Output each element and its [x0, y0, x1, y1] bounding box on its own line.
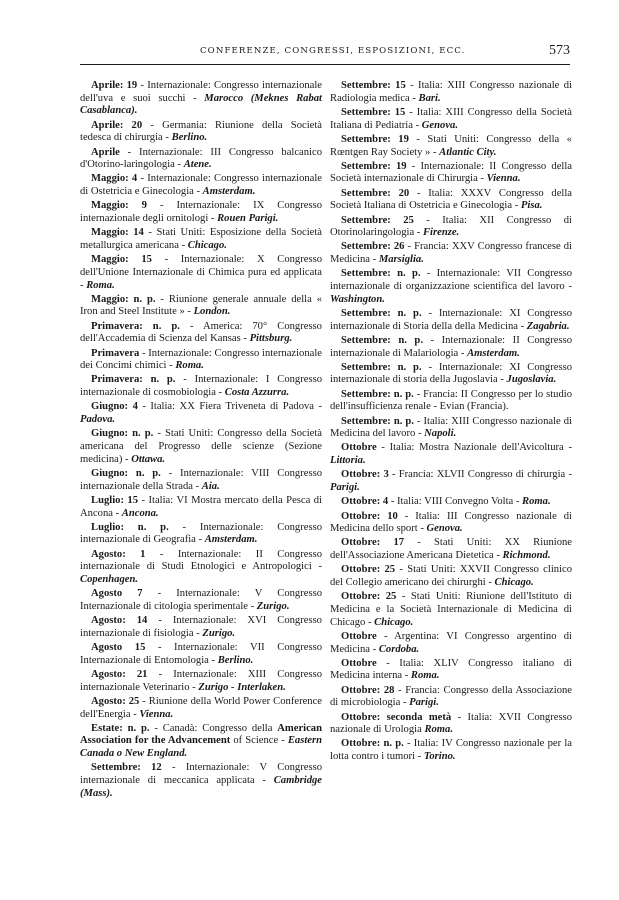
- entry-date: Settembre: 15: [341, 106, 406, 118]
- entry-description: - Internazionale: XVI Congresso internazionale di fisiologia -: [80, 615, 322, 639]
- calendar-entry: [330, 389, 572, 414]
- entry-date: Maggio: n. p.: [91, 293, 156, 305]
- entry-location: Cordoba.: [378, 643, 420, 655]
- entry-date: Settembre: n. p.: [341, 388, 414, 400]
- entry-description: - Internazionale: XIII Congresso internazionale Veterinario -: [80, 668, 322, 693]
- entry-location: Bari.: [418, 92, 441, 104]
- calendar-entry: [330, 537, 572, 562]
- entry-description: - Stati Uniti: Congresso della « Rœntgen Ray Society » -: [330, 133, 572, 158]
- entry-location: Roma.: [424, 724, 453, 736]
- entry-location: Pittsburg.: [249, 333, 293, 345]
- calendar-entry: [330, 685, 572, 710]
- calendar-entry: [330, 215, 572, 240]
- entry-description: - Stati Uniti: XXVII Congresso clinico del Collegio americano dei chirurghi -: [330, 564, 572, 589]
- entry-location: Pisa.: [520, 200, 543, 212]
- entry-date: Settembre: n. p.: [341, 307, 422, 319]
- entry-location: Zurigo.: [202, 627, 236, 639]
- entry-location: Cambridge (Mass).: [80, 775, 322, 799]
- calendar-entry: [330, 362, 572, 387]
- entry-description: - Francia: Congresso della Associazione di microbiologia -: [330, 684, 573, 709]
- calendar-entry: [330, 442, 572, 467]
- entry-description: - Internazionale: Congresso internazionale dell'uva e suoi succhi -: [80, 80, 323, 104]
- calendar-entry: [330, 469, 572, 494]
- entry-location: Parigi.: [330, 482, 360, 494]
- calendar-entry: [330, 416, 572, 441]
- entry-date: Settembre: 19: [341, 160, 407, 172]
- entry-location: Amsterdam.: [467, 347, 520, 359]
- entry-date: Estate: n. p.: [91, 722, 150, 734]
- calendar-entry: [330, 241, 572, 266]
- calendar-entry: [80, 227, 322, 252]
- calendar-entry: [330, 511, 572, 536]
- entry-date: Settembre: 12: [91, 762, 162, 774]
- entry-description: - Italia: XIII Congresso nazionale di Radiologia medica -: [330, 80, 572, 104]
- entry-date: Maggio: 4: [91, 173, 138, 185]
- calendar-entry: [80, 549, 322, 587]
- calendar-entry: [80, 468, 322, 493]
- calendar-entry: [80, 120, 322, 145]
- entry-location: Amsterdam.: [202, 186, 256, 198]
- entry-description: - Riunione della World Power Conference dell'Energia -: [80, 695, 322, 720]
- entry-description: - Internazionale: XI Congresso internazionale di Storia della della Medicina -: [330, 307, 572, 332]
- entry-location: Chicago.: [187, 239, 227, 251]
- right-column: [330, 80, 572, 765]
- entry-location: Vienna.: [486, 173, 521, 185]
- calendar-entry: [80, 495, 322, 520]
- entry-description: - Italia: XIII Congresso della Società Italiana di Pediatria -: [330, 106, 572, 131]
- entry-description: - Internazionale: IX Congresso internazionale degli ornitologi -: [80, 200, 322, 225]
- entry-description: - Internazionale: VII Congresso Internazionale di Entomologia -: [80, 642, 322, 666]
- entry-location: Roma.: [410, 670, 440, 682]
- header-rule: [80, 64, 570, 65]
- calendar-entry: [80, 173, 322, 198]
- entry-location: Zurigo - Interlaken.: [198, 681, 286, 693]
- entry-date: Ottobre: 25: [341, 564, 396, 576]
- calendar-entry: [80, 294, 322, 319]
- entry-description: - Internazionale: Congresso internazionale di Geografia -: [80, 521, 322, 546]
- page-number: 573: [549, 43, 570, 58]
- entry-description: - Riunione generale annuale della « Iron and Steel Institute » -: [80, 293, 322, 318]
- entry-date: Agosto 7: [91, 588, 143, 600]
- calendar-entry: [80, 321, 322, 346]
- calendar-entry: [80, 348, 322, 373]
- entry-location: Torino.: [423, 751, 456, 763]
- entry-description: - Francia: II Congresso per lo studio dell'insufficienza renale -: [330, 388, 572, 413]
- entry-location: Berlino.: [171, 132, 208, 144]
- calendar-entry: [80, 374, 322, 399]
- calendar-entry: [80, 723, 322, 761]
- entry-date: Ottobre: [341, 630, 377, 642]
- entry-location: Padova.: [80, 414, 116, 426]
- entry-description: - Italia: VIII Convegno Volta -: [388, 496, 523, 508]
- entry-location: Marsiglia.: [378, 254, 424, 266]
- entry-date: Luglio: 15: [91, 494, 139, 506]
- entry-location: Eastern Canada o New England.: [80, 735, 322, 760]
- calendar-entry: [80, 696, 322, 721]
- entry-location: Roma.: [86, 279, 115, 291]
- entry-location: Copenhagen.: [80, 574, 138, 586]
- entry-description: - Italia: XIII Congresso nazionale di Medicina del lavoro -: [330, 415, 573, 440]
- entry-location: Parigi.: [409, 697, 439, 709]
- entry-date: Ottobre: seconda metà: [341, 711, 452, 723]
- entry-date: Settembre: n. p.: [341, 415, 414, 427]
- calendar-entry: [80, 147, 322, 172]
- entry-description: - Italia: IV Congresso nazionale per la lotta contro i tumori -: [330, 738, 572, 763]
- entry-date: Agosto 15: [91, 642, 146, 654]
- entry-description: - Internazionale: X Congresso dell'Unione Internazionale di Chimica pura ed applicata -: [80, 254, 322, 291]
- entry-date: Luglio: n. p.: [91, 521, 169, 533]
- entry-description: - Italia: XXXV Congresso della Società Italiana di Ostetricia e Ginecologia -: [330, 187, 573, 212]
- entry-description: - Internazionale: XI Congresso internazionale di storia della Jugoslavia -: [330, 361, 572, 386]
- calendar-entry: [330, 268, 572, 306]
- entry-description: - Italia: XLIV Congresso italiano di Medicina interna -: [330, 657, 572, 682]
- entry-date: Settembre: 26: [341, 241, 405, 253]
- calendar-entry: [330, 496, 572, 509]
- entry-location: Genova.: [426, 523, 463, 535]
- entry-description: - Italia: XX Fiera Triveneta di Padova -: [137, 401, 322, 413]
- entry-description-cont: of Science -: [230, 735, 288, 747]
- entry-description: - Internazionale: II Congresso della Società internazionale di Chirurgia -: [330, 160, 572, 185]
- entry-description: - Canadà: Congresso della: [149, 722, 278, 734]
- entry-location: Richmond.: [502, 550, 551, 562]
- entry-description: - Internazionale: VIII Congresso internazionale della Strada -: [80, 467, 323, 492]
- entry-description: - Internazionale: Congresso internazionale di Ostetricia e Ginecologia -: [80, 173, 323, 198]
- entry-location: Vienna.: [139, 708, 174, 720]
- entry-date: Giugno: n. p.: [91, 467, 161, 479]
- entry-date: Settembre: 20: [341, 187, 410, 199]
- entry-location: Zurigo.: [256, 600, 290, 612]
- running-head: CONFERENZE, CONGRESSI, ESPOSIZIONI, ECC.: [200, 46, 466, 56]
- entry-description-bold: American Association for the Advancement: [80, 722, 322, 747]
- calendar-entry: [80, 401, 322, 426]
- entry-date: Ottobre: n. p.: [341, 738, 404, 750]
- entry-location: London.: [193, 306, 231, 318]
- entry-description: - Stati Uniti: Esposizione della Società metallurgica americana -: [80, 227, 322, 251]
- entry-date: Maggio: 14: [91, 227, 144, 239]
- calendar-entry: [330, 738, 572, 763]
- entry-date: Primavera: n. p.: [91, 374, 176, 386]
- entry-description: - Germania: Riunione della Società tedesca di chirurgia -: [80, 119, 322, 144]
- entry-date: Agosto: 25: [91, 695, 140, 707]
- calendar-entry: [330, 658, 572, 683]
- entry-description: - Internazionale: V Congresso internazionale di meccanica applicata -: [80, 762, 322, 787]
- calendar-entry: [80, 80, 322, 118]
- calendar-entry: [80, 200, 322, 225]
- entry-description: - Stati Uniti: Congresso della Società americana del Progresso delle scienze (Sezione medicina) -: [80, 428, 323, 465]
- entry-location: Rouen Parigi.: [217, 213, 279, 225]
- entry-description: - Internazionale: II Congresso internazionale di Malariologia -: [330, 334, 572, 359]
- entry-location: Amsterdam.: [204, 534, 258, 546]
- entry-date: Aprile: 20: [91, 119, 143, 131]
- calendar-entry: [80, 428, 322, 466]
- calendar-entry: [330, 107, 572, 132]
- entry-location: Atlantic City.: [439, 146, 497, 158]
- entry-date: Ottobre: 4: [341, 496, 389, 508]
- page-header: [80, 43, 570, 59]
- entry-description: - Francia: XLVII Congresso di chirurgia -: [388, 469, 572, 481]
- entry-date: Settembre: 19: [341, 133, 409, 145]
- calendar-entry: [330, 712, 572, 737]
- entry-date: Ottobre: 3: [341, 469, 389, 481]
- entry-date: Primavera: [91, 347, 140, 359]
- entry-date: Agosto: 21: [91, 668, 148, 680]
- entry-date: Primavera: n. p.: [91, 320, 180, 332]
- entry-date: Giugno: 4: [91, 401, 138, 413]
- entry-description: - Italia: XII Congresso di Otorinolaringologia -: [330, 214, 572, 239]
- entry-description: - Italia: VI Mostra mercato della Pesca di Ancona -: [80, 494, 322, 519]
- entry-location: Napoli.: [424, 428, 457, 440]
- entry-description: - Internazionale: VII Congresso internazionale di organizzazione scientifica del lavoro -: [330, 268, 572, 293]
- entry-date: Ottobre: 17: [341, 537, 405, 549]
- entry-description: - Internazionale: V Congresso Internazionale di citologia sperimentale -: [80, 588, 322, 612]
- entry-description: - America: 70° Congresso dell'Accademia di Scienza del Kansas -: [80, 320, 322, 345]
- entry-date: Settembre: n. p.: [341, 361, 422, 373]
- calendar-entry: [330, 80, 572, 105]
- entry-location: Jugoslavia.: [506, 374, 557, 386]
- entry-location: Aia.: [201, 480, 220, 492]
- calendar-entry: [80, 642, 322, 667]
- entry-description: - Argentina: VI Congresso argentino di Medicina -: [330, 630, 572, 655]
- calendar-entry: [330, 134, 572, 159]
- entry-date: Agosto: 1: [91, 548, 146, 560]
- entry-date: Giugno: n. p.: [91, 428, 154, 440]
- entry-description: - Stati Uniti: Riunione dell'Istituto di Medicina e la Società Internazionale di Medicina di Chicago -: [330, 591, 572, 628]
- entry-date: Ottobre: 28: [341, 684, 395, 696]
- entry-description: - Internazionale: III Congresso balcanico d'Otorino-laringologia -: [80, 146, 322, 171]
- entry-location: Evian (Francia).: [439, 401, 509, 413]
- entry-location: Chicago.: [374, 616, 414, 628]
- calendar-entry: [80, 254, 322, 292]
- entry-description: - Internazionale: Congresso internazionale dei Concimi chimici -: [80, 347, 322, 372]
- entry-description: - Italia: Mostra Nazionale dell'Avicoltura -: [376, 442, 572, 454]
- calendar-entry: [80, 762, 322, 800]
- entry-location: Firenze.: [422, 227, 460, 239]
- entry-date: Aprile: 19: [91, 80, 138, 91]
- entry-date: Ottobre: 25: [341, 591, 397, 603]
- entry-location: Genova.: [421, 119, 458, 131]
- entry-location: Costa Azzurra.: [224, 387, 290, 399]
- calendar-entry: [80, 615, 322, 640]
- entry-location: Berlino.: [217, 654, 254, 666]
- entry-date: Ottobre: 10: [341, 510, 398, 522]
- entry-description: - Italia: XVII Congresso nazionale di Urologia: [330, 711, 572, 736]
- entry-description: - Stati Uniti: XX Riunione dell'Associazione Americana Dietetica -: [330, 537, 572, 562]
- calendar-entry: [330, 188, 572, 213]
- calendar-entry: [80, 669, 322, 694]
- calendar-entry: [80, 522, 322, 547]
- entry-location: Atene.: [183, 159, 212, 171]
- calendar-entry: [330, 591, 572, 629]
- calendar-entry: [80, 588, 322, 613]
- entry-date: Agosto: 14: [91, 615, 148, 627]
- entry-description: - Francia: XXV Congresso francese di Medicina -: [330, 241, 572, 266]
- entry-location: Littoria.: [330, 455, 366, 467]
- entry-location: Roma.: [175, 360, 204, 372]
- entry-date: Aprile: [91, 146, 120, 158]
- entry-location: Ottawa.: [131, 453, 166, 465]
- left-column: [80, 80, 322, 802]
- calendar-entry: [330, 335, 572, 360]
- calendar-entry: [330, 161, 572, 186]
- entry-date: Maggio: 9: [91, 200, 147, 212]
- entry-location: Zagabria.: [526, 320, 570, 332]
- entry-date: Settembre: n. p.: [341, 268, 421, 280]
- entry-location: Roma.: [522, 496, 551, 508]
- calendar-entry: [330, 631, 572, 656]
- entry-description: - Italia: III Congresso nazionale di Medicina dello sport -: [330, 510, 572, 535]
- entry-date: Ottobre: [341, 442, 377, 454]
- entry-location: Chicago.: [494, 577, 534, 589]
- entry-date: Settembre: 15: [341, 80, 406, 91]
- calendar-entry: [330, 308, 572, 333]
- entry-location: Ancona.: [121, 507, 159, 519]
- entry-date: Settembre: n. p.: [341, 334, 423, 346]
- entry-date: Maggio: 15: [91, 254, 152, 266]
- entry-date: Settembre: 25: [341, 214, 414, 226]
- entry-location: Marocco (Meknes Rabat Casablanca).: [80, 92, 322, 117]
- entry-description: - Internazionale: II Congresso internazionale di Studi Etnologici e Antropologici -: [80, 548, 322, 573]
- entry-description: - Internazionale: I Congresso internazionale di cosmobiologia -: [80, 374, 322, 399]
- entry-location: Washington.: [330, 293, 385, 305]
- calendar-entry: [330, 564, 572, 589]
- entry-date: Ottobre: [341, 657, 377, 669]
